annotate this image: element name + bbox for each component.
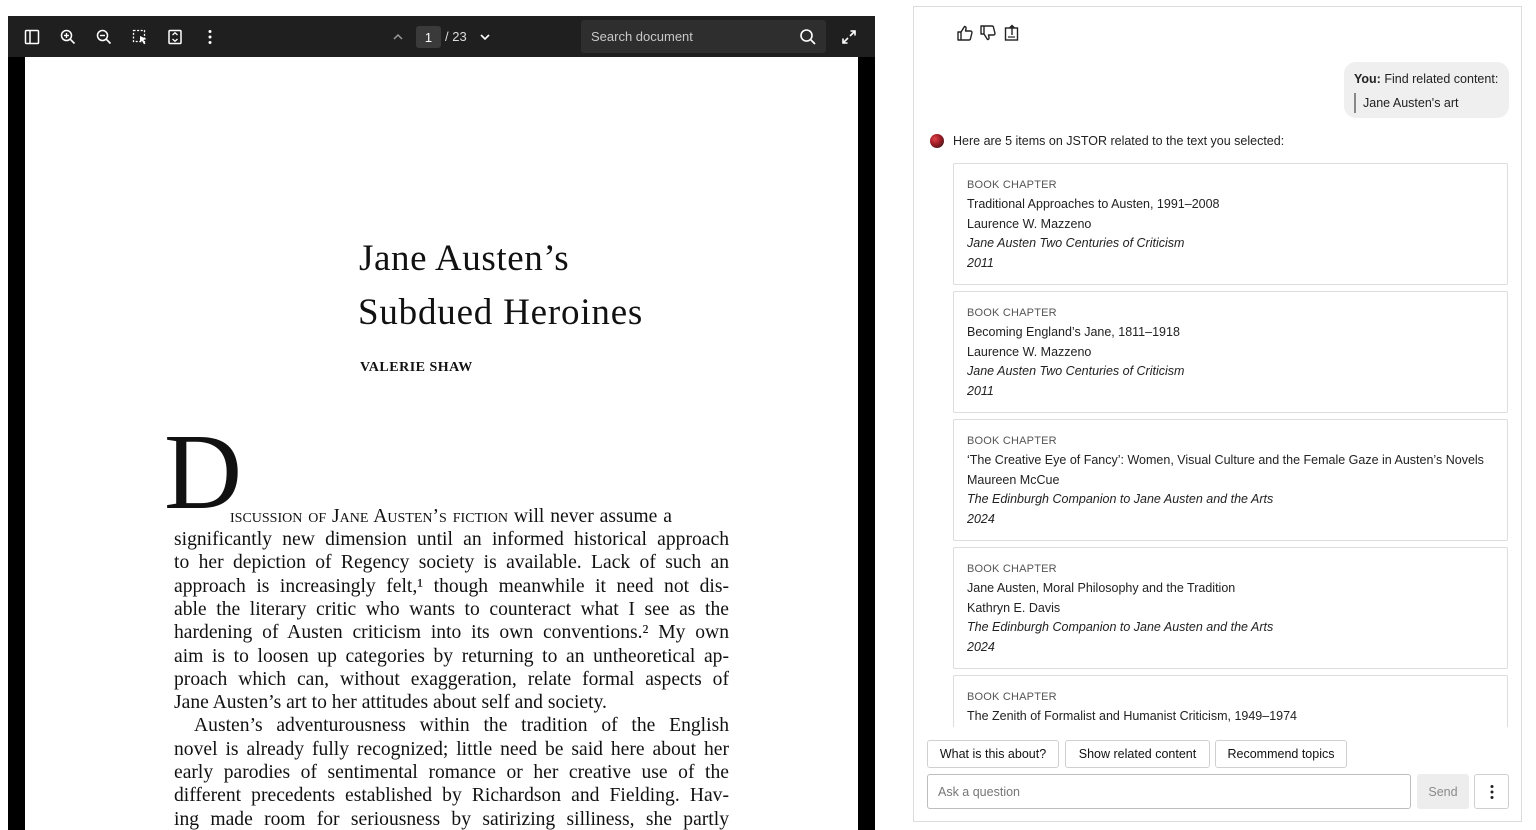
result-source: Jane Austen Two Centuries of Criticism — [967, 236, 1185, 250]
fit-page-icon[interactable] — [163, 25, 187, 49]
text-select-icon[interactable] — [128, 25, 152, 49]
result-author: Kathryn E. Davis — [967, 601, 1061, 615]
body-text-line: approach is increasingly felt,¹ though meanwhile it need not dis- — [174, 575, 729, 597]
user-message-text — [1354, 72, 1498, 86]
result-author: Laurence W. Mazzeno — [967, 345, 1092, 359]
result-source: The Edinburgh Companion to Jane Austen and the Arts — [967, 492, 1274, 506]
result-source: Jane Austen Two Centuries of Criticism — [967, 364, 1185, 378]
body-text-line: hardening of Austen criticism into its own conventions.² My own — [174, 622, 729, 644]
body-text-line: significantly new dimension until an informed historical approach — [174, 529, 729, 550]
result-type: BOOK CHAPTER — [967, 435, 1057, 447]
result-title[interactable]: Jane Austen, Moral Philosophy and the Tradition — [967, 581, 1236, 595]
drop-cap: D — [164, 413, 242, 532]
chat-panel — [913, 6, 1522, 822]
body-text-line: ing made room for seriousness by satirizing silliness, she partly — [174, 808, 729, 830]
expand-icon[interactable] — [837, 25, 861, 49]
document-search-input[interactable] — [581, 20, 791, 53]
body-text-line: able the literary critic who wants to counteract what I see as the — [174, 598, 729, 620]
result-title[interactable]: ‘The Creative Eye of Fancy’: Women, Visual Culture and the Female Gaze in Austen’s Novels — [967, 453, 1484, 467]
user-message-bubble — [1344, 62, 1509, 118]
result-card[interactable] — [953, 547, 1508, 669]
sidebar-toggle-icon[interactable] — [20, 25, 44, 49]
result-title[interactable]: Becoming England’s Jane, 1811–1918 — [967, 325, 1180, 339]
result-type: BOOK CHAPTER — [967, 691, 1057, 703]
result-author: Maureen McCue — [967, 473, 1060, 487]
selected-text-quote: Jane Austen's art — [1354, 93, 1459, 113]
zoom-out-icon[interactable] — [92, 25, 116, 49]
related-results-list — [953, 163, 1509, 727]
body-text-line: novel is already fully recognized; little need be said here about her — [174, 738, 729, 760]
export-icon[interactable] — [1003, 24, 1021, 42]
what-is-this-about-button[interactable]: What is this about? — [927, 740, 1059, 768]
result-card[interactable] — [953, 419, 1508, 541]
recommend-topics-button[interactable]: Recommend topics — [1215, 740, 1347, 768]
result-year: 2024 — [967, 512, 995, 526]
result-type: BOOK CHAPTER — [967, 563, 1057, 575]
result-title[interactable]: Traditional Approaches to Austen, 1991–2008 — [967, 197, 1220, 211]
first-line-smallcaps-3: ’s fiction — [432, 506, 508, 527]
document-search-box — [581, 20, 826, 53]
article-author: VALERIE SHAW — [360, 360, 473, 375]
result-year: 2011 — [967, 256, 994, 270]
body-text-line: different precedents established by Richardson and Fielding. Hav- — [174, 785, 729, 807]
show-related-content-button[interactable]: Show related content — [1065, 740, 1210, 768]
result-year: 2011 — [967, 384, 994, 398]
result-card[interactable] — [953, 675, 1508, 727]
assistant-message: Here are 5 items on JSTOR related to the text you selected: — [953, 134, 1285, 148]
result-card[interactable] — [953, 291, 1508, 413]
body-text-line: to her depiction of Regency society is available. Lack of such an — [174, 552, 729, 574]
result-card[interactable] — [953, 163, 1508, 285]
body-text-line: Jane Austen’s art to her attitudes about self and society. — [174, 692, 607, 714]
thumbs-down-icon[interactable] — [979, 24, 997, 42]
assistant-avatar — [930, 134, 944, 148]
body-text-line: proach which can, without exaggeration, relate formal aspects of — [174, 668, 729, 690]
body-text-line: aim is to loosen up categories by returning to an untheoretical ap- — [174, 645, 729, 667]
result-type: BOOK CHAPTER — [967, 307, 1057, 319]
send-button[interactable]: Send — [1417, 774, 1469, 809]
result-author: Laurence W. Mazzeno — [967, 217, 1092, 231]
page-number-input[interactable]: 1 — [416, 26, 441, 48]
next-page-icon[interactable] — [473, 25, 497, 49]
body-text-line: early parodies of sentimental romance or her creative use of the — [174, 762, 729, 783]
search-icon[interactable] — [796, 25, 820, 49]
article-title-line1: Jane Austen’s — [359, 238, 570, 279]
user-message-body: Find related content: — [1384, 72, 1499, 86]
previous-page-icon[interactable] — [386, 25, 410, 49]
pdf-viewer — [8, 16, 875, 830]
ask-question-input[interactable] — [927, 774, 1411, 809]
thumbs-up-icon[interactable] — [956, 24, 974, 42]
first-line-rest: will never assume a — [507, 506, 672, 527]
first-line-smallcaps-1: iscussion of — [230, 506, 333, 527]
you-label: You: — [1354, 72, 1381, 86]
pdf-toolbar — [8, 16, 875, 57]
chat-more-options-icon[interactable] — [1474, 774, 1509, 809]
body-text-line: Austen’s adventurousness within the tradition of the English — [194, 715, 729, 737]
result-title[interactable]: The Zenith of Formalist and Humanist Criticism, 1949–1974 — [967, 709, 1298, 723]
result-type: BOOK CHAPTER — [967, 179, 1057, 191]
pdf-page — [25, 57, 858, 830]
result-year: 2024 — [967, 640, 995, 654]
zoom-in-icon[interactable] — [56, 25, 80, 49]
first-line-smallcaps-2: Jane Austen — [332, 506, 433, 527]
body-first-line — [230, 505, 672, 528]
article-title-line2: Subdued Heroines — [358, 292, 644, 333]
page-total: / 23 — [445, 29, 467, 44]
result-source: The Edinburgh Companion to Jane Austen and the Arts — [967, 620, 1274, 634]
more-options-icon[interactable] — [198, 25, 222, 49]
